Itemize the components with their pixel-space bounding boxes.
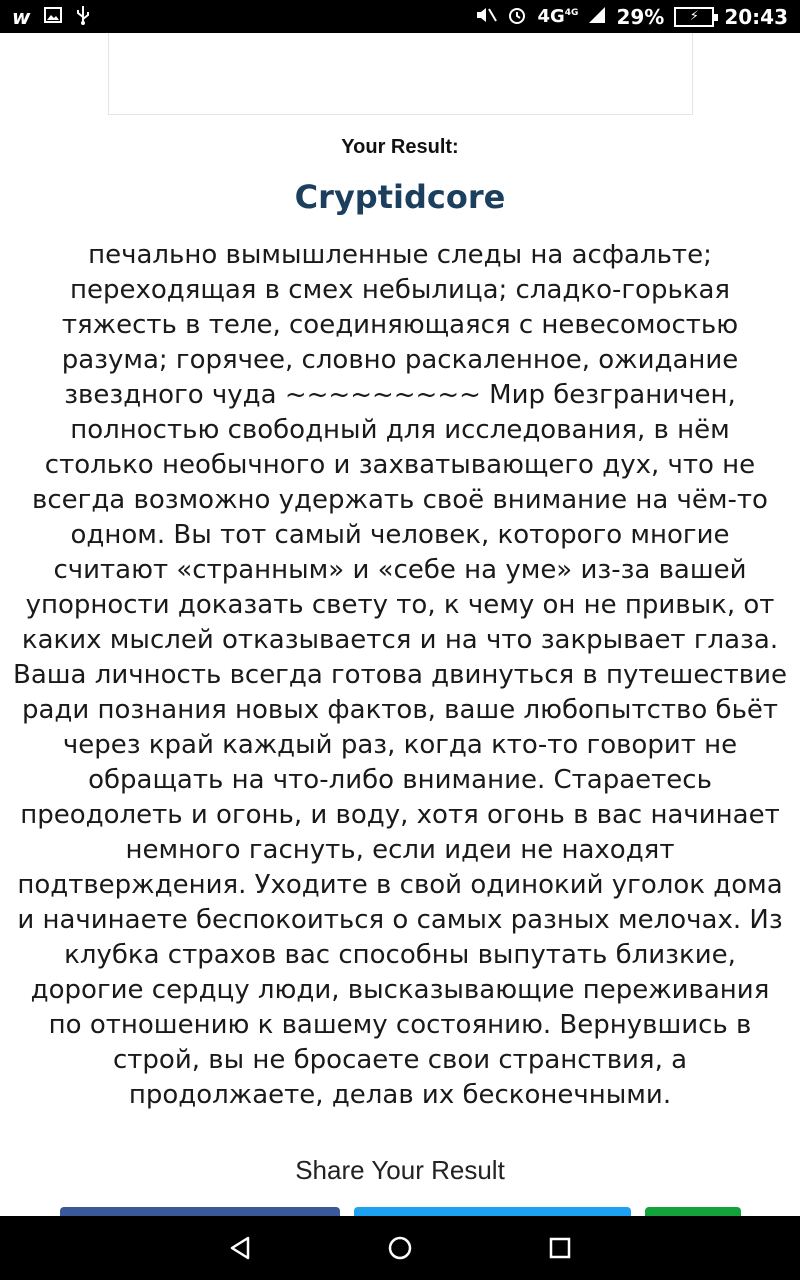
recents-icon[interactable]: [540, 1228, 580, 1268]
alarm-icon: [507, 5, 527, 29]
battery-charging-icon: ⚡: [674, 7, 714, 27]
result-label: Your Result:: [341, 136, 459, 158]
usb-icon: [76, 5, 90, 29]
navigation-bar: [0, 1216, 800, 1280]
signal-icon: [588, 6, 606, 28]
network-type: $4G^{4G}$: [537, 6, 579, 27]
page-content: [0, 33, 800, 1216]
ad-placeholder: [108, 33, 693, 115]
battery-percent: 29%: [616, 4, 665, 29]
share-twitter-button[interactable]: [354, 1207, 631, 1216]
share-label: Share Your Result: [295, 1155, 505, 1185]
w-app-icon: w: [12, 4, 31, 29]
clock: 20:43: [724, 4, 788, 29]
result-title: Cryptidcore: [294, 178, 506, 216]
back-icon[interactable]: [220, 1228, 260, 1268]
share-facebook-button[interactable]: [60, 1207, 340, 1216]
status-bar: [0, 0, 800, 33]
mute-icon: [475, 5, 497, 29]
image-icon: [44, 7, 62, 27]
result-description: печально вымышленные следы на асфальте; переходящая в смех небылица; сладко-горькая тяжесть в теле, соединяющаяся с невесомостью разума; горячее, словно раскаленное, ожидание звездного чуда ~~~~~~~~~ Мир безграничен, полностью свободный для исследования, в нём столько необычного и захватывающего дух, что не всегда возможно удержать своё внимание на чём-то одном. Вы тот самый человек, которого многие считают «странным» и «себе на уме» из-за вашей упорности доказать свету то, к чему он не привык, от каких мыслей отказывается и на что закрывает глаза. Ваша личность всегда готова двинуться в путешествие ради познания новых фактов, ваше любопытство бьёт через край каждый раз, когда кто-то говорит не обращать на что-либо внимание. Стараетесь преодолеть и огонь, и воду, хотя огонь в вас начинает немного гаснуть, если идеи не находят подтверждения. Уходите в свой одинокий уголок дома и начинаете беспокоиться о самых разных мелочах. Из клубка страхов вас способны выпутать близкие, дорогие сердцу люди, высказывающие переживания по отношению к вашему состоянию. Вернувшись в строй, вы не бросаете свои странствия, а продолжаете, делав их бесконечными.: [13, 240, 787, 1110]
home-icon[interactable]: [380, 1228, 420, 1268]
share-whatsapp-button[interactable]: [645, 1207, 741, 1216]
